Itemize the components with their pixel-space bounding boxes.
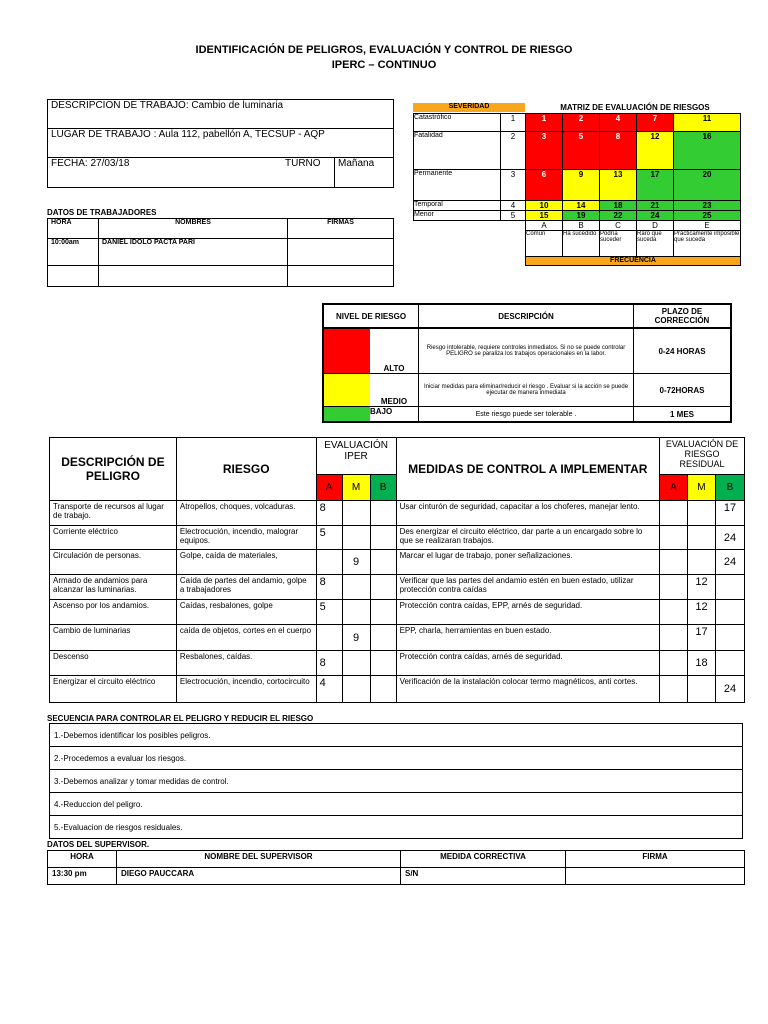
job-shift-value: Mañana [335, 158, 394, 188]
matrix-cell: 20 [674, 170, 741, 201]
matrix-row-number: 3 [501, 170, 526, 201]
row-eval-m [342, 676, 370, 703]
table-row [50, 526, 745, 550]
page-subtitle: IPERC – CONTINUO [331, 59, 437, 71]
legend-plazo: 0-72HORAS [634, 374, 732, 407]
matrix-severity-label: SEVERIDAD [413, 103, 525, 112]
worker-firma-empty[interactable] [288, 266, 394, 287]
legend-color-green [324, 407, 370, 421]
row-riesgo: Golpe, caída de materiales, [176, 550, 316, 575]
matrix-row-number: 4 [501, 201, 526, 211]
row-eval-m [342, 600, 370, 625]
matrix-grid [413, 113, 741, 266]
row-medida: Verificación de la instalación colocar termo magnéticos, anti cortes. [396, 676, 659, 703]
header-residual: EVALUACIÓN DE RIESGO RESIDUAL [660, 438, 745, 475]
row-res-m [687, 550, 715, 575]
matrix-row-label: Catastrófico [414, 114, 501, 132]
row-res-b: 24 [715, 676, 744, 703]
row-eval-a: 8 [316, 651, 342, 676]
supervisor-hora: 13:30 pm [48, 868, 117, 885]
legend-desc: Iniciar medidas para eliminar/reducir el riesgo . Evaluar si la acción se puede ejecutar de manera inmediata [419, 374, 634, 407]
matrix-cell: 22 [600, 211, 637, 221]
row-medida: Des energizar el circuito eléctrico, dar parte a un encargado sobre lo que se realizaran trabajos. [396, 526, 659, 550]
legend-header-plazo: PLAZO DE CORRECCIÓN [634, 304, 732, 328]
matrix-col-letter: C [600, 221, 637, 231]
row-eval-b [370, 575, 396, 600]
sequence-item: 2.-Procedemos a evaluar los riesgos. [50, 747, 743, 770]
worker-hora: 10:00am [48, 239, 99, 266]
row-peligro: Transporte de recursos al lugar de trabajo. [50, 501, 177, 526]
row-res-m [687, 501, 715, 526]
legend-desc: Riesgo intolerable, requiere controles inmediatos. Si no se puede controlar PELIGRO se paraliza los trabajos operacionales en la labor. [419, 328, 634, 374]
supervisor-header-medida: MEDIDA CORRECTIVA [401, 851, 566, 868]
legend-level-label: BAJO [370, 407, 393, 416]
row-eval-b [370, 651, 396, 676]
row-riesgo: caída de objetos, cortes en el cuerpo [176, 625, 316, 651]
matrix-col-letter: E [674, 221, 741, 231]
row-res-m: 12 [687, 575, 715, 600]
matrix-cell: 8 [600, 132, 637, 170]
matrix-col-letter: B [563, 221, 600, 231]
sequence-title: SECUENCIA PARA CONTROLAR EL PELIGRO Y REDUCIR EL RIESGO [47, 714, 314, 723]
row-eval-b [370, 625, 396, 651]
row-peligro: Cambio de luminarias [50, 625, 177, 651]
matrix-freq-label: Podría suceder [600, 231, 637, 257]
row-res-a [660, 575, 688, 600]
matrix-cell: 14 [563, 201, 600, 211]
risk-level-legend [322, 303, 732, 423]
row-eval-a: 5 [316, 526, 342, 550]
row-eval-b [370, 550, 396, 575]
worker-nombre: DANIEL IDOLO PACTA PARI [99, 239, 288, 266]
matrix-cell: 1 [526, 114, 563, 132]
row-res-a [660, 651, 688, 676]
legend-level-bajo [323, 407, 419, 423]
workers-header-nombres: NOMBRES [99, 219, 288, 239]
matrix-cell: 10 [526, 201, 563, 211]
row-res-b: 24 [715, 526, 744, 550]
workers-table [47, 218, 394, 287]
worker-firma[interactable] [288, 239, 394, 266]
supervisor-medida: S/N [401, 868, 566, 885]
table-row [50, 575, 745, 600]
job-date: FECHA: 27/03/18 [48, 158, 283, 188]
matrix-row-number: 2 [501, 132, 526, 170]
matrix-cell: 23 [674, 201, 741, 211]
matrix-cell: 15 [526, 211, 563, 221]
matrix-col-letter: D [637, 221, 674, 231]
matrix-freq-label: Prácticamente imposible que suceda [674, 231, 741, 257]
row-riesgo: Electrocución, incendio, cortocircuito [176, 676, 316, 703]
row-res-a [660, 501, 688, 526]
iper-table [49, 437, 745, 703]
sequence-item: 5.-Evaluacion de riesgos residuales. [50, 816, 743, 839]
matrix-cell: 12 [637, 132, 674, 170]
workers-section-title: DATOS DE TRABAJADORES [47, 208, 157, 217]
table-row [50, 625, 745, 651]
row-res-a [660, 526, 688, 550]
risk-matrix [413, 103, 741, 279]
legend-plazo: 0-24 HORAS [634, 328, 732, 374]
matrix-cell: 18 [600, 201, 637, 211]
header-residual-b: B [715, 475, 744, 501]
table-row [50, 550, 745, 575]
matrix-freq-label: Común [526, 231, 563, 257]
matrix-cell: 2 [563, 114, 600, 132]
row-eval-a: 8 [316, 575, 342, 600]
supervisor-header-hora: HORA [48, 851, 117, 868]
supervisor-header-nombre: NOMBRE DEL SUPERVISOR [117, 851, 401, 868]
row-riesgo: Caída de partes del andamio, golpe a trabajadores [176, 575, 316, 600]
row-eval-a [316, 625, 342, 651]
row-medida: Verificar que las partes del andamio estén en buen estado, utilizar protección contra caídas [396, 575, 659, 600]
legend-header-nivel: NIVEL DE RIESGO [323, 304, 419, 328]
header-eval-iper: EVALUACIÓN IPER [316, 438, 396, 475]
row-medida: EPP, charla, herramientas en buen estado. [396, 625, 659, 651]
sequence-item: 3.-Debemos analizar y tomar medidas de control. [50, 770, 743, 793]
row-eval-m [342, 575, 370, 600]
matrix-cell: 16 [674, 132, 741, 170]
row-eval-b [370, 526, 396, 550]
row-peligro: Armado de andamios para alcanzar las luminarias. [50, 575, 177, 600]
header-b: B [370, 475, 396, 501]
row-res-a [660, 600, 688, 625]
row-eval-a: 5 [316, 600, 342, 625]
table-row [50, 676, 745, 703]
row-res-m: 17 [687, 625, 715, 651]
matrix-spacer [414, 221, 501, 231]
matrix-spacer [414, 231, 501, 257]
supervisor-title: DATOS DEL SUPERVISOR. [47, 840, 150, 849]
row-eval-b [370, 600, 396, 625]
row-riesgo: Atropellos, choques, volcaduras. [176, 501, 316, 526]
row-res-b [715, 651, 744, 676]
row-eval-b [370, 676, 396, 703]
row-medida: Protección contra caídas, EPP, arnés de seguridad. [396, 600, 659, 625]
matrix-freq-label: Raro que suceda [637, 231, 674, 257]
row-res-m [687, 676, 715, 703]
matrix-col-letter: A [526, 221, 563, 231]
row-medida: Usar cinturón de seguridad, capacitar a los choferes, manejar lento. [396, 501, 659, 526]
matrix-spacer [414, 257, 501, 266]
row-res-a [660, 625, 688, 651]
row-res-b [715, 600, 744, 625]
supervisor-nombre: DIEGO PAUCCARA [117, 868, 401, 885]
matrix-title: MATRIZ DE EVALUACIÓN DE RIESGOS [560, 103, 710, 112]
row-eval-a: 8 [316, 501, 342, 526]
row-peligro: Circulación de personas. [50, 550, 177, 575]
workers-header-hora: HORA [48, 219, 99, 239]
supervisor-header-firma: FIRMA [566, 851, 745, 868]
row-peligro: Energizar el circuito eléctrico [50, 676, 177, 703]
row-eval-m: 9 [342, 625, 370, 651]
job-description: DESCRIPCIÓN DE TRABAJO: Cambio de luminaria [48, 100, 394, 129]
matrix-cell: 17 [637, 170, 674, 201]
supervisor-table [47, 850, 745, 885]
row-res-a [660, 676, 688, 703]
row-eval-m [342, 526, 370, 550]
row-peligro: Descenso [50, 651, 177, 676]
matrix-cell: 13 [600, 170, 637, 201]
page-title: IDENTIFICACIÓN DE PELIGROS, EVALUACIÓN Y CONTROL DE RIESGO [195, 44, 573, 56]
sequence-table [49, 723, 743, 839]
header-a: A [316, 475, 342, 501]
row-peligro: Corriente eléctrico [50, 526, 177, 550]
header-residual-m: M [687, 475, 715, 501]
row-eval-a: 4 [316, 676, 342, 703]
header-medidas: MEDIDAS DE CONTROL A IMPLEMENTAR [396, 438, 659, 501]
job-place: LUGAR DE TRABAJO : Aula 112, pabellón A, TECSUP - AQP [48, 129, 394, 158]
matrix-cell: 24 [637, 211, 674, 221]
job-shift-label: TURNO [282, 158, 335, 188]
row-eval-m [342, 651, 370, 676]
legend-header-desc: DESCRIPCIÓN [419, 304, 634, 328]
legend-plazo: 1 MES [634, 407, 732, 423]
job-info-table [47, 99, 394, 188]
legend-level-label: ALTO [383, 364, 405, 373]
legend-level-alto [323, 328, 419, 374]
row-medida: Protección contra caídas, arnés de seguridad. [396, 651, 659, 676]
row-res-b [715, 625, 744, 651]
legend-level-medio [323, 374, 419, 407]
legend-level-label: MEDIO [380, 397, 408, 406]
table-row [50, 600, 745, 625]
table-row [50, 651, 745, 676]
row-riesgo: Electrocución, incendio, malograr equipos. [176, 526, 316, 550]
row-riesgo: Resbalones, caídas. [176, 651, 316, 676]
matrix-cell: 11 [674, 114, 741, 132]
matrix-cell: 9 [563, 170, 600, 201]
row-res-m [687, 526, 715, 550]
matrix-cell: 19 [563, 211, 600, 221]
sequence-item: 1.-Debemos identificar los posibles peligros. [50, 724, 743, 747]
matrix-row-label: Menor [414, 211, 501, 221]
matrix-cell: 3 [526, 132, 563, 170]
matrix-row-label: Permanente [414, 170, 501, 201]
supervisor-firma[interactable] [566, 868, 745, 885]
matrix-cell: 5 [563, 132, 600, 170]
matrix-row-label: Fatalidad [414, 132, 501, 170]
row-eval-a [316, 550, 342, 575]
matrix-spacer [501, 231, 526, 257]
row-eval-m [342, 501, 370, 526]
matrix-cell: 4 [600, 114, 637, 132]
row-res-m: 12 [687, 600, 715, 625]
row-res-b: 24 [715, 550, 744, 575]
worker-nombre-empty [99, 266, 288, 287]
matrix-row-number: 5 [501, 211, 526, 221]
row-res-b: 17 [715, 501, 744, 526]
matrix-cell: 6 [526, 170, 563, 201]
matrix-cell: 25 [674, 211, 741, 221]
matrix-row-number: 1 [501, 114, 526, 132]
header-m: M [342, 475, 370, 501]
matrix-spacer [501, 221, 526, 231]
row-medida: Marcar el lugar de trabajo, poner señalizaciones. [396, 550, 659, 575]
row-res-a [660, 550, 688, 575]
sequence-item: 4.-Reduccion del peligro. [50, 793, 743, 816]
row-res-m: 18 [687, 651, 715, 676]
legend-color-red [324, 329, 370, 373]
legend-desc: Este riesgo puede ser tolerable . [419, 407, 634, 423]
row-eval-m: 9 [342, 550, 370, 575]
row-peligro: Ascenso por los andamios. [50, 600, 177, 625]
workers-header-firmas: FIRMAS [288, 219, 394, 239]
matrix-spacer [501, 257, 526, 266]
matrix-cell: 21 [637, 201, 674, 211]
table-row [50, 501, 745, 526]
header-riesgo: RIESGO [176, 438, 316, 501]
header-residual-a: A [660, 475, 688, 501]
row-riesgo: Caídas, resbalones, golpe [176, 600, 316, 625]
legend-color-yellow [324, 374, 370, 406]
row-res-b [715, 575, 744, 600]
worker-hora-empty [48, 266, 99, 287]
matrix-freq-title: FRECUENCIA [526, 257, 741, 266]
matrix-freq-label: Ha sucedido [563, 231, 600, 257]
matrix-cell: 7 [637, 114, 674, 132]
row-eval-b [370, 501, 396, 526]
header-peligro: DESCRIPCIÓN DE PELIGRO [50, 438, 177, 501]
matrix-row-label: Temporal [414, 201, 501, 211]
